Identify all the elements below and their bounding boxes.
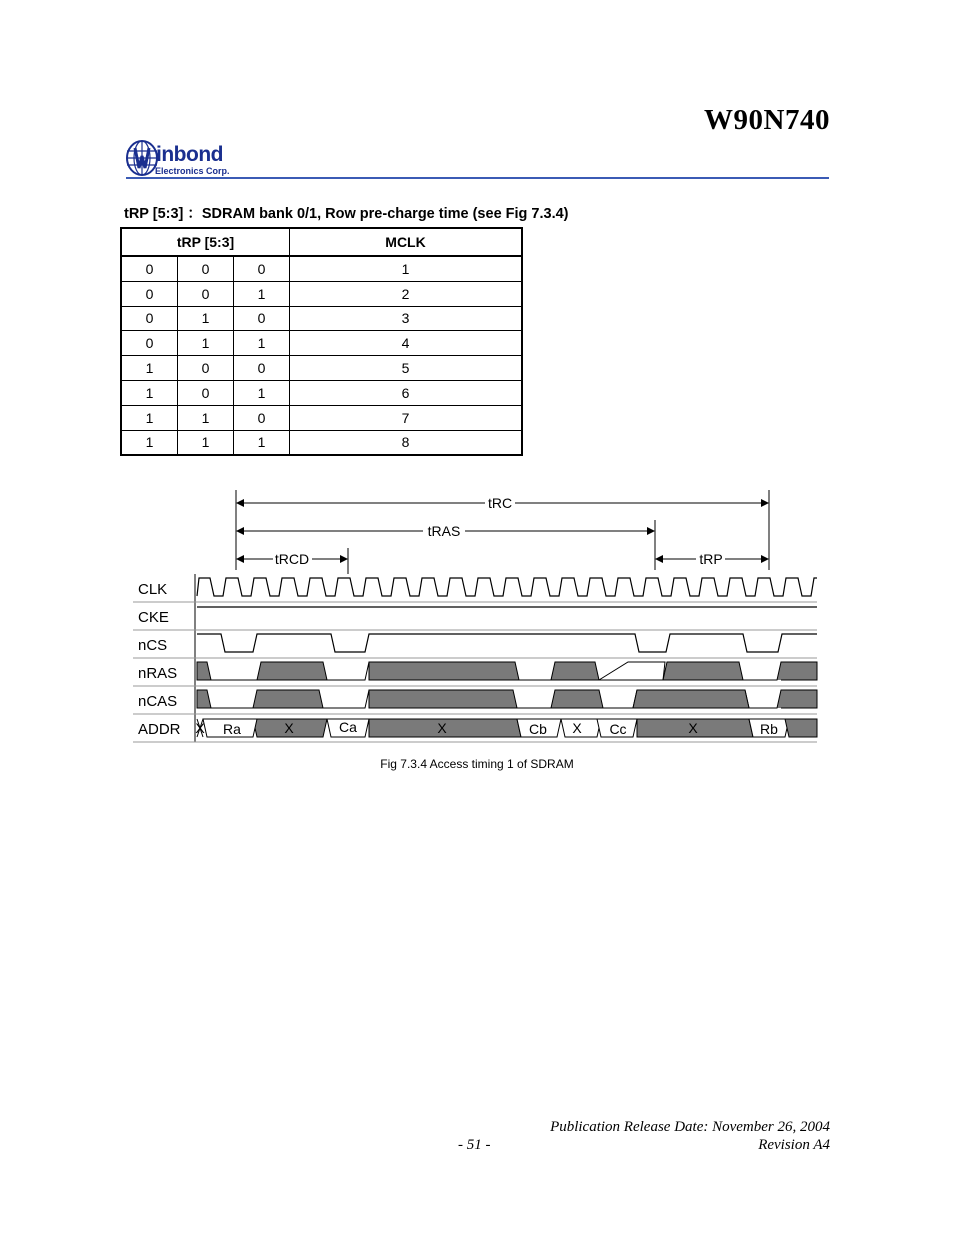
trp-bit-cell: 0 — [121, 256, 178, 281]
trp-bit-cell: 0 — [234, 405, 290, 430]
table-row — [121, 256, 522, 281]
diagram-grid — [133, 574, 817, 742]
mclk-cell: 8 — [290, 430, 523, 455]
table-row — [121, 306, 522, 331]
label-trp: tRP — [699, 551, 723, 567]
table-row — [121, 405, 522, 430]
ncs-waveform — [197, 634, 817, 652]
trp-bit-cell: 0 — [178, 356, 234, 381]
mclk-cell: 4 — [290, 331, 523, 356]
addr-label-x2: X — [437, 720, 447, 736]
table-header-mclk: MCLK — [290, 228, 523, 256]
addr-label-x3: X — [572, 720, 582, 736]
trp-bit-cell: 1 — [234, 281, 290, 306]
mclk-cell: 5 — [290, 356, 523, 381]
sdram-timing-diagram — [133, 488, 823, 746]
trp-bit-cell: 1 — [178, 306, 234, 331]
header-rule — [126, 177, 829, 179]
trp-bit-cell: 0 — [121, 281, 178, 306]
trp-bit-cell: 0 — [178, 380, 234, 405]
trp-bit-cell: 0 — [178, 281, 234, 306]
section-heading: tRP [5:3] ：SDRAM bank 0/1, Row pre-charge time (see Fig 7.3.4) — [124, 206, 569, 222]
addr-label-x1: X — [284, 720, 294, 736]
chip-title: W90N740 — [704, 104, 830, 136]
figure-caption: Fig 7.3.4 Access timing 1 of SDRAM — [380, 757, 574, 771]
ncas-waveform — [197, 690, 817, 708]
logo-subtitle: Electronics Corp. — [155, 166, 230, 176]
table-row — [121, 356, 522, 381]
addr-label-cc: Cc — [609, 721, 627, 737]
table-row — [121, 380, 522, 405]
table-row — [121, 331, 522, 356]
interval-trc — [236, 490, 769, 570]
mclk-cell: 7 — [290, 405, 523, 430]
signal-ncs-label: nCS — [138, 637, 168, 654]
trp-bit-cell: 1 — [178, 331, 234, 356]
trp-register-table — [120, 227, 523, 456]
label-tras: tRAS — [427, 523, 461, 539]
trp-bit-cell: 0 — [121, 331, 178, 356]
addr-label-cb: Cb — [529, 721, 547, 737]
mclk-cell: 2 — [290, 281, 523, 306]
mclk-cell: 1 — [290, 256, 523, 281]
winbond-logo — [126, 139, 248, 179]
label-trcd: tRCD — [274, 551, 310, 567]
trp-bit-cell: 0 — [234, 356, 290, 381]
trp-bit-cell: 1 — [121, 356, 178, 381]
footer-revision: Revision A4 — [758, 1137, 830, 1153]
signal-clk-label: CLK — [138, 581, 168, 598]
logo-wordmark: inbond — [156, 143, 223, 166]
trp-bit-cell: 0 — [234, 256, 290, 281]
label-trc: tRC — [487, 495, 513, 511]
signal-nras-label: nRAS — [138, 665, 178, 682]
footer-page-number: - 51 - — [458, 1137, 491, 1153]
trp-bit-cell: 0 — [234, 306, 290, 331]
mclk-cell: 6 — [290, 380, 523, 405]
table-header-row — [121, 228, 522, 256]
nras-waveform — [197, 662, 817, 680]
addr-label-x4: X — [688, 720, 698, 736]
interval-trp — [656, 551, 768, 567]
clk-waveform — [197, 578, 817, 596]
addr-label-ra: Ra — [223, 721, 241, 737]
table-row — [121, 430, 522, 455]
signal-ncas-label: nCAS — [138, 693, 178, 710]
signal-addr-label: ADDR — [138, 721, 181, 738]
trp-bit-cell: 1 — [121, 380, 178, 405]
addr-label-x0: X — [195, 720, 205, 736]
trp-bit-cell: 0 — [121, 306, 178, 331]
table-header-trp: tRP [5:3] — [121, 228, 290, 256]
addr-label-rb: Rb — [760, 721, 778, 737]
trp-bit-cell: 1 — [178, 430, 234, 455]
table-row — [121, 281, 522, 306]
interval-trcd — [237, 548, 348, 574]
trp-bit-cell: 1 — [234, 430, 290, 455]
signal-cke-label: CKE — [138, 609, 169, 626]
addr-label-ca: Ca — [339, 719, 357, 735]
trp-bit-cell: 1 — [234, 331, 290, 356]
trp-bit-cell: 1 — [121, 430, 178, 455]
mclk-cell: 3 — [290, 306, 523, 331]
trp-bit-cell: 1 — [178, 405, 234, 430]
trp-bit-cell: 1 — [121, 405, 178, 430]
trp-bit-cell: 1 — [234, 380, 290, 405]
trp-bit-cell: 0 — [178, 256, 234, 281]
footer-release-date: Publication Release Date: November 26, 2004 — [550, 1119, 830, 1135]
